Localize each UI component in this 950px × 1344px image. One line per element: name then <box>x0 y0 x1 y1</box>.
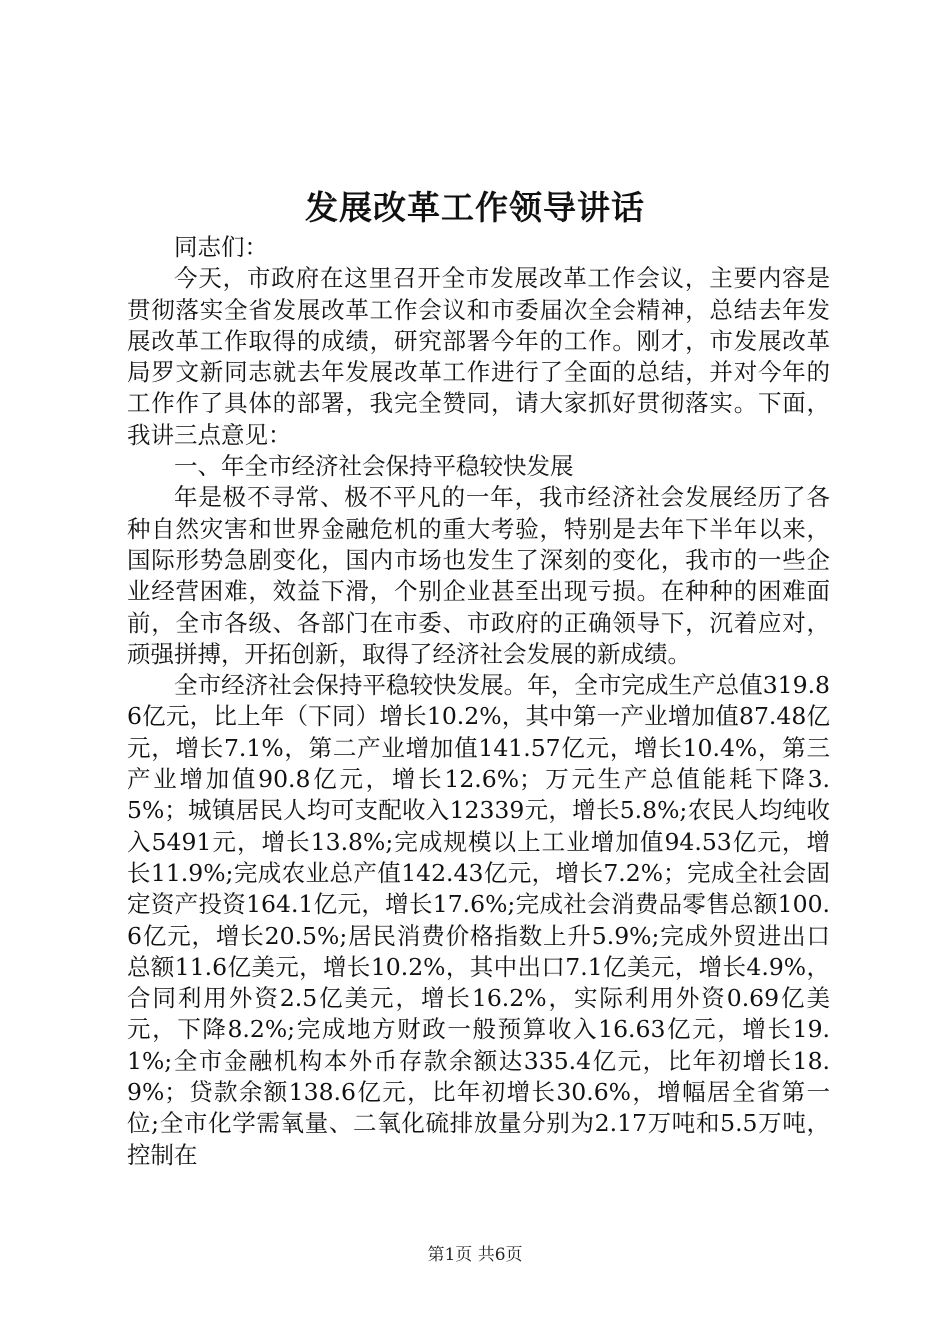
intro-paragraph: 今天，市政府在这里召开全市发展改革工作会议，主要内容是贯彻落实全省发展改革工作会议和市委届次全会精神，总结去年发展改革工作取得的成绩，研究部署今年的工作。刚才，市发展改革局罗文新同志就去年发展改革工作进行了全面的总结，并对今年的工作作了具体的部署，我完全赞同，请大家抓好贯彻落实。下面，我讲三点意见： <box>127 264 830 449</box>
page-number-footer: 第1页 共6页 <box>427 1245 523 1265</box>
document-title: 发展改革工作领导讲话 <box>305 188 645 227</box>
document-body <box>127 232 830 1171</box>
section-heading: 一、年全市经济社会保持平稳较快发展 <box>174 452 574 481</box>
salutation-paragraph: 同志们： <box>174 233 268 261</box>
statistics-paragraph: 全市经济社会保持平稳较快发展。年，全市完成生产总值319.86亿元，比上年（下同）增长10.2%，其中第一产业增加值87.48亿元，增长7.1%，第二产业增加值141.57亿元，增长10.4%，第三产业增加值90.8亿元，增长12.6%；万元生产总值能耗下降3.5%；城镇居民人均可支配收入12339元，增长5.8%;农民人均纯收入5491元，增长13.8%;完成规模以上工业增加值94.53亿元，增长11.9%;完成农业总产值142.43亿元，增长7.2%；完成全社会固定资产投资164.1亿元，增长17.6%;完成社会消费品零售总额100.6亿元，增长20.5%;居民消费价格指数上升5.9%;完成外贸进出口总额11.6亿美元，增长10.2%，其中出口7.1亿美元，增长4.9%，合同利用外资2.5亿美元，增长16.2%，实际利用外资0.69亿美元，下降8.2%;完成地方财政一般预算收入16.63亿元，增长19.1%;全市金融机构本外币存款余额达335.4亿元，比年初增长18.9%；贷款余额138.6亿元，比年初增长30.6%，增幅居全省第一位;全市化学需氧量、二氧化硫排放量分别为2.17万吨和5.5万吨，控制在 <box>127 671 830 1169</box>
review-paragraph: 年是极不寻常、极不平凡的一年，我市经济社会发展经历了各种自然灾害和世界金融危机的重大考验，特别是去年下半年以来，国际形势急剧变化，国内市场也发生了深刻的变化，我市的一些企业经营困难，效益下滑，个别企业甚至出现亏损。在种种的困难面前，全市各级、各部门在市委、市政府的正确领导下，沉着应对，顽强拼搏，开拓创新，取得了经济社会发展的新成绩。 <box>127 483 830 668</box>
